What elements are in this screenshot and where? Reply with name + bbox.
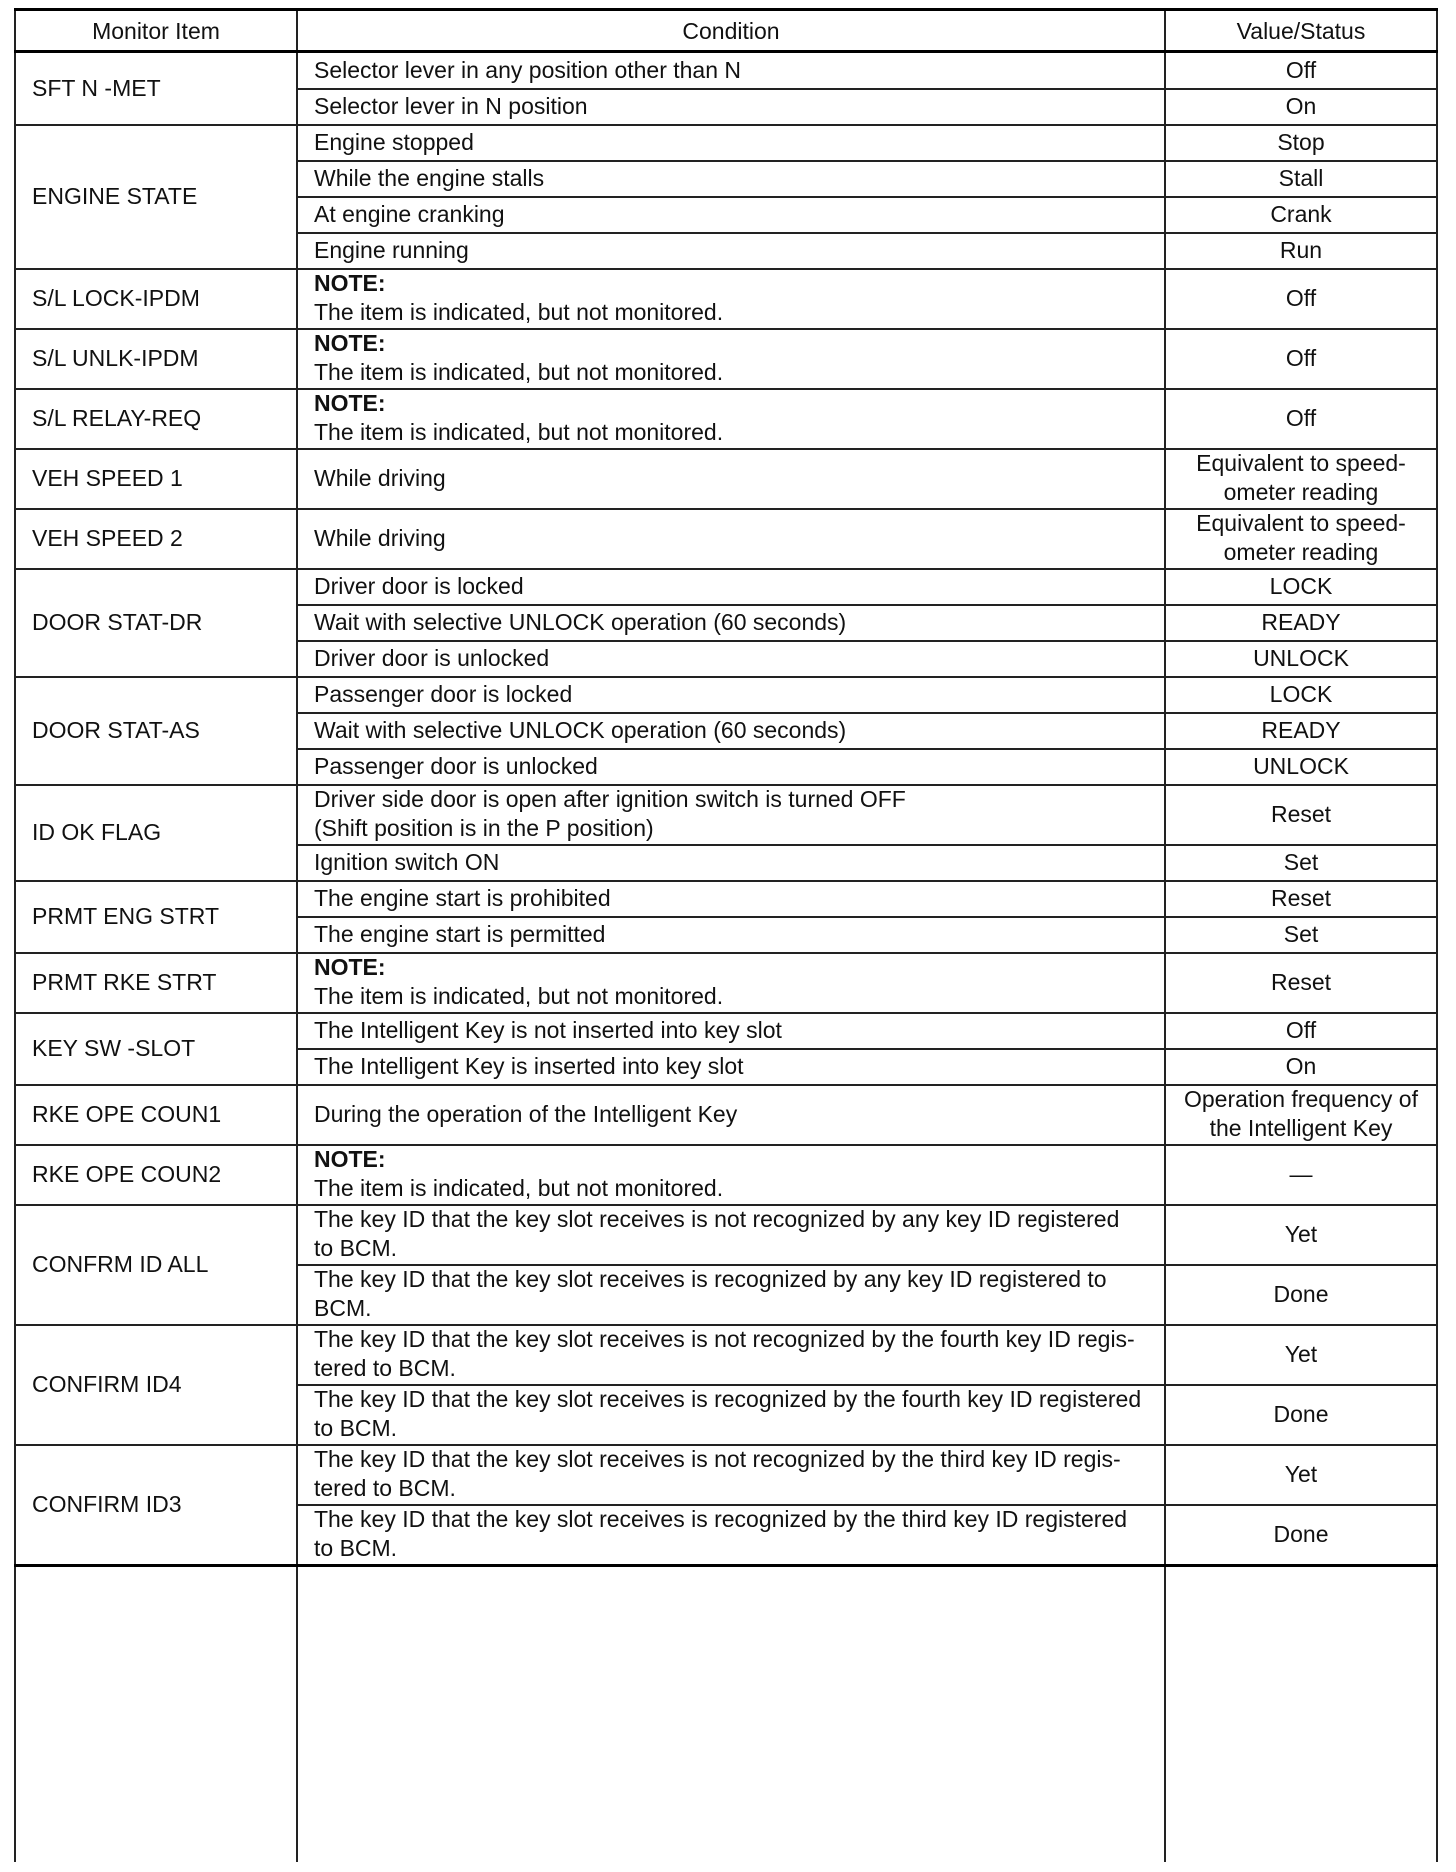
value-status-text: Off	[1285, 284, 1317, 311]
condition-cell	[298, 1504, 1164, 1564]
value-status-text: Yet	[1284, 1460, 1318, 1487]
condition-cell	[298, 388, 1164, 448]
value-status-cell	[1166, 124, 1436, 160]
value-status-text: Off	[1285, 56, 1317, 83]
value-status-text: UNLOCK	[1253, 644, 1349, 671]
value-status-text: Stall	[1278, 164, 1324, 191]
condition-text	[314, 1265, 1107, 1323]
condition-value: The item is indicated, but not monitored.	[314, 299, 724, 325]
monitor-item-name: RKE OPE COUN1	[32, 1100, 222, 1127]
condition-text	[314, 608, 846, 637]
value-status-cell	[1166, 604, 1436, 640]
value-status-text: Crank	[1270, 200, 1332, 227]
value-status-cell	[1166, 784, 1436, 844]
monitor-item-name: PRMT ENG STRT	[32, 902, 219, 929]
condition-cell	[298, 1204, 1164, 1264]
value-status-cell	[1166, 196, 1436, 232]
condition-cell	[298, 640, 1164, 676]
note-label: NOTE:	[314, 330, 386, 356]
condition-cell	[298, 952, 1164, 1012]
condition-value: The item is indicated, but not monitored.	[314, 983, 724, 1009]
condition-value: While driving	[314, 464, 446, 491]
condition-value: Engine stopped	[314, 128, 474, 155]
value-status-cell	[1166, 1384, 1436, 1444]
value-status-cell	[1166, 88, 1436, 124]
condition-value: Passenger door is locked	[314, 680, 573, 707]
condition-cell	[298, 1084, 1164, 1144]
condition-value: Wait with selective UNLOCK operation (60 seconds)	[314, 716, 847, 743]
condition-text	[314, 1205, 1119, 1263]
condition-value: The item is indicated, but not monitored.	[314, 359, 724, 385]
value-status-cell	[1166, 844, 1436, 880]
value-status-text: READY	[1261, 608, 1341, 635]
value-status-cell	[1166, 1204, 1436, 1264]
condition-value: Selector lever in N position	[314, 92, 588, 119]
condition-text	[314, 752, 598, 781]
condition-text	[314, 164, 544, 193]
monitor-item-cell	[16, 784, 296, 880]
condition-text	[314, 785, 906, 843]
condition-text	[314, 644, 549, 673]
note-label: NOTE:	[314, 270, 386, 296]
monitor-item-name: S/L UNLK-IPDM	[32, 344, 199, 371]
value-status-text: LOCK	[1269, 572, 1333, 599]
condition-value: Selector lever in any position other than N	[314, 56, 742, 83]
value-status-cell	[1166, 1012, 1436, 1048]
condition-value: The key ID that the key slot receives is recognized by any key ID registered to BCM.	[314, 1266, 1107, 1321]
value-status-text: Reset	[1270, 884, 1332, 911]
condition-text	[314, 1385, 1141, 1443]
monitor-item-cell	[16, 1204, 296, 1324]
condition-value: The engine start is permitted	[314, 920, 606, 947]
value-status-text: Reset	[1270, 800, 1332, 827]
monitor-item-name: CONFIRM ID4	[32, 1370, 182, 1397]
condition-text	[314, 1052, 744, 1081]
monitor-item-cell	[16, 1144, 296, 1204]
condition-value: Engine running	[314, 236, 469, 263]
value-status-text: Set	[1283, 920, 1319, 947]
condition-value: During the operation of the Intelligent Key	[314, 1100, 738, 1127]
condition-text	[314, 1325, 1135, 1383]
value-status-text: Stop	[1277, 128, 1325, 155]
condition-cell	[298, 712, 1164, 748]
value-status-cell	[1166, 1444, 1436, 1504]
monitor-item-cell	[16, 124, 296, 268]
monitor-item-name: S/L RELAY-REQ	[32, 404, 202, 431]
header-condition: Condition	[682, 18, 780, 44]
monitor-item-name: DOOR STAT-AS	[32, 716, 200, 743]
monitor-item-name: CONFRM ID ALL	[32, 1250, 209, 1277]
condition-cell	[298, 1384, 1164, 1444]
condition-value: Driver side door is open after ignition switch is turned OFF (Shift position is in the P position)	[314, 786, 906, 841]
value-status-cell	[1166, 640, 1436, 676]
condition-text	[314, 269, 723, 327]
monitor-item-name: SFT N -MET	[32, 74, 161, 101]
value-status-cell	[1166, 328, 1436, 388]
condition-text	[314, 1505, 1127, 1563]
condition-text	[314, 200, 505, 229]
condition-text	[314, 128, 474, 157]
monitor-item-name: ENGINE STATE	[32, 182, 198, 209]
value-status-text: Yet	[1284, 1220, 1318, 1247]
condition-text	[314, 680, 572, 709]
monitor-item-cell	[16, 388, 296, 448]
note-label: NOTE:	[314, 390, 386, 416]
value-status-cell	[1166, 712, 1436, 748]
value-status-text: Off	[1285, 404, 1317, 431]
value-status-text: On	[1285, 92, 1317, 119]
condition-cell	[298, 568, 1164, 604]
condition-cell	[298, 676, 1164, 712]
value-status-cell	[1166, 952, 1436, 1012]
condition-value: Ignition switch ON	[314, 848, 500, 875]
note-label: NOTE:	[314, 954, 386, 980]
condition-cell	[298, 196, 1164, 232]
condition-value: The Intelligent Key is inserted into key slot	[314, 1052, 744, 1079]
monitor-item-cell	[16, 52, 296, 124]
monitor-item-cell	[16, 1324, 296, 1444]
monitor-item-cell	[16, 880, 296, 952]
condition-value: The key ID that the key slot receives is not recognized by the fourth key ID regis- tered to BCM.	[314, 1326, 1135, 1381]
value-status-text: Off	[1285, 1016, 1317, 1043]
condition-text	[314, 464, 446, 493]
condition-value: The item is indicated, but not monitored.	[314, 419, 724, 445]
monitor-item-cell	[16, 268, 296, 328]
monitor-item-cell	[16, 1012, 296, 1084]
value-status-cell	[1166, 268, 1436, 328]
column-divider	[1436, 10, 1438, 1862]
condition-value: The key ID that the key slot receives is recognized by the third key ID registered to BCM.	[314, 1506, 1128, 1561]
condition-value: At engine cranking	[314, 200, 505, 227]
monitor-item-cell	[16, 676, 296, 784]
monitor-item-name: PRMT RKE STRT	[32, 968, 217, 995]
value-status-text: Equivalent to speed- ometer reading	[1196, 510, 1406, 565]
condition-cell	[298, 1324, 1164, 1384]
value-status-text: Equivalent to speed- ometer reading	[1196, 450, 1406, 505]
value-status-cell	[1166, 1324, 1436, 1384]
value-status-text: On	[1285, 1052, 1317, 1079]
condition-cell	[298, 844, 1164, 880]
condition-cell	[298, 880, 1164, 916]
monitor-item-cell	[16, 1084, 296, 1144]
condition-cell	[298, 232, 1164, 268]
value-status-text: Done	[1273, 1520, 1329, 1547]
value-status-text: Done	[1273, 1400, 1329, 1427]
condition-text	[314, 1016, 782, 1045]
value-status-cell	[1166, 1084, 1436, 1144]
value-status-text: UNLOCK	[1253, 752, 1349, 779]
value-status-text: Operation frequency of the Intelligent Key	[1184, 1086, 1418, 1141]
condition-cell	[298, 124, 1164, 160]
monitor-item-name: DOOR STAT-DR	[32, 608, 203, 635]
value-status-cell	[1166, 448, 1436, 508]
condition-cell	[298, 784, 1164, 844]
value-status-cell	[1166, 568, 1436, 604]
header-value-status: Value/Status	[1236, 18, 1366, 44]
monitor-item-name: ID OK FLAG	[32, 818, 162, 845]
monitor-item-cell	[16, 568, 296, 676]
value-status-text: Set	[1283, 848, 1319, 875]
condition-text	[314, 1100, 737, 1129]
condition-value: While driving	[314, 524, 446, 551]
condition-text	[314, 1445, 1121, 1503]
condition-value: Driver door is unlocked	[314, 644, 550, 671]
condition-cell	[298, 328, 1164, 388]
value-status-text: Off	[1285, 344, 1317, 371]
condition-cell	[298, 268, 1164, 328]
value-status-cell	[1166, 160, 1436, 196]
value-status-text: Reset	[1270, 968, 1332, 995]
value-status-cell	[1166, 232, 1436, 268]
value-status-cell	[1166, 1144, 1436, 1204]
condition-cell	[298, 52, 1164, 88]
condition-value: The item is indicated, but not monitored.	[314, 1175, 724, 1201]
condition-value: The key ID that the key slot receives is not recognized by the third key ID regis- tered to BCM.	[314, 1446, 1121, 1501]
condition-text	[314, 236, 469, 265]
table-top-rule	[14, 8, 1438, 11]
condition-cell	[298, 160, 1164, 196]
condition-text	[314, 572, 524, 601]
condition-text	[314, 1145, 723, 1203]
value-status-cell	[1166, 676, 1436, 712]
condition-cell	[298, 604, 1164, 640]
condition-value: Driver door is locked	[314, 572, 524, 599]
monitor-item-cell	[16, 1444, 296, 1564]
value-status-cell	[1166, 748, 1436, 784]
condition-cell	[298, 448, 1164, 508]
condition-cell	[298, 1444, 1164, 1504]
note-label: NOTE:	[314, 1146, 386, 1172]
condition-value: Wait with selective UNLOCK operation (60 seconds)	[314, 608, 847, 635]
condition-value: The Intelligent Key is not inserted into key slot	[314, 1016, 782, 1043]
condition-text	[314, 884, 611, 913]
monitor-item-name: CONFIRM ID3	[32, 1490, 182, 1517]
condition-text	[314, 524, 446, 553]
value-status-text: LOCK	[1269, 680, 1333, 707]
condition-value: Passenger door is unlocked	[314, 752, 598, 779]
monitor-item-name: RKE OPE COUN2	[32, 1160, 222, 1187]
monitor-item-name: KEY SW -SLOT	[32, 1034, 196, 1061]
condition-cell	[298, 748, 1164, 784]
condition-value: The key ID that the key slot receives is recognized by the fourth key ID registered to BCM.	[314, 1386, 1142, 1441]
value-status-cell	[1166, 1504, 1436, 1564]
condition-cell	[298, 88, 1164, 124]
value-status-cell	[1166, 916, 1436, 952]
monitor-item-cell	[16, 328, 296, 388]
value-status-cell	[1166, 388, 1436, 448]
value-status-cell	[1166, 1264, 1436, 1324]
condition-cell	[298, 1144, 1164, 1204]
condition-text	[314, 56, 741, 85]
value-status-text: Run	[1279, 236, 1323, 263]
condition-cell	[298, 1264, 1164, 1324]
condition-value: The key ID that the key slot receives is not recognized by any key ID registered to BCM.	[314, 1206, 1120, 1261]
monitor-item-cell	[16, 508, 296, 568]
condition-value: While the engine stalls	[314, 164, 545, 191]
condition-text	[314, 389, 723, 447]
value-status-text: —	[1289, 1160, 1313, 1187]
condition-cell	[298, 1012, 1164, 1048]
condition-value: The engine start is prohibited	[314, 884, 611, 911]
monitor-item-cell	[16, 448, 296, 508]
value-status-text: Done	[1273, 1280, 1329, 1307]
monitor-item-name: S/L LOCK-IPDM	[32, 284, 200, 311]
value-status-cell	[1166, 508, 1436, 568]
monitor-item-cell	[16, 952, 296, 1012]
condition-text	[314, 329, 723, 387]
condition-text	[314, 848, 499, 877]
value-status-text: Yet	[1284, 1340, 1318, 1367]
condition-cell	[298, 916, 1164, 952]
monitor-item-name: VEH SPEED 1	[32, 464, 183, 491]
value-status-cell	[1166, 52, 1436, 88]
condition-text	[314, 920, 605, 949]
value-status-cell	[1166, 1048, 1436, 1084]
condition-cell	[298, 508, 1164, 568]
condition-text	[314, 716, 846, 745]
value-status-cell	[1166, 880, 1436, 916]
value-status-text: READY	[1261, 716, 1341, 743]
monitor-item-name: VEH SPEED 2	[32, 524, 183, 551]
condition-text	[314, 92, 588, 121]
header-monitor-item: Monitor Item	[92, 18, 220, 44]
group-divider	[14, 1564, 1438, 1567]
condition-text	[314, 953, 723, 1011]
condition-cell	[298, 1048, 1164, 1084]
